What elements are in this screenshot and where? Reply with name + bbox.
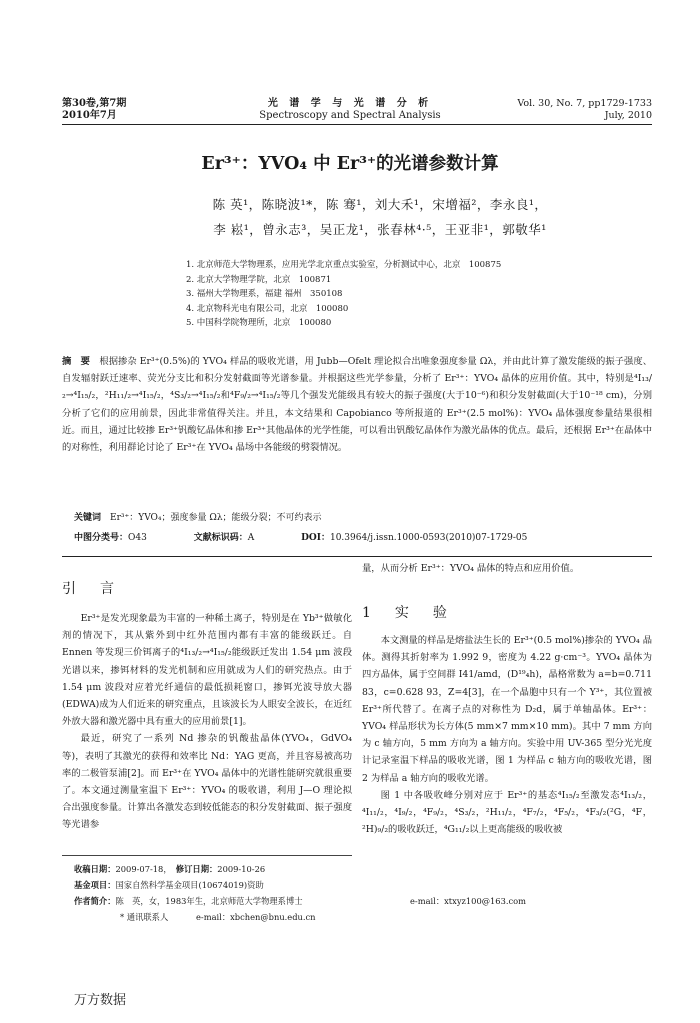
abstract xyxy=(62,353,652,456)
bio-value: 陈 英，女，1983年生，北京师范大学物理系博士 xyxy=(115,896,303,906)
publication-date: 2010年7月 xyxy=(62,110,117,121)
continued-text: 量，从而分析 Er³⁺：YVO₄ 晶体的特点和应用价值。 xyxy=(362,563,580,574)
document-code xyxy=(194,533,277,543)
abstract-rule xyxy=(62,556,652,557)
keywords xyxy=(74,510,322,523)
authors-line-1: 陈 英¹，陈晓波¹*，陈 骞¹，刘大禾¹，宋增福²，李永良¹， xyxy=(212,197,548,212)
doi xyxy=(301,533,549,543)
clc-value: O43 xyxy=(128,533,147,543)
affiliation-item: 4. 北京物科光电有限公司，北京 100080 xyxy=(186,303,349,314)
paper-title: Er³⁺：YVO₄ 中 Er³⁺的光谱参数计算 xyxy=(201,154,499,174)
volume-issue: 第30卷,第7期 xyxy=(62,98,127,109)
author-bio xyxy=(74,894,303,909)
affiliation-item: 3. 福州大学物理系，福建 福州 350108 xyxy=(186,289,343,300)
journal-name-en: Spectroscopy and Spectral Analysis xyxy=(259,110,441,121)
received-label: 收稿日期： xyxy=(74,864,116,874)
intro-body xyxy=(62,610,352,834)
journal-volume-info-en xyxy=(517,98,652,122)
intro-paragraph-1: Er³⁺是发光现象最为丰富的一种稀土离子，特别是在 Yb³⁺做敏化剂的情况下，其从紫外到中红外范围内都有丰富的能级跃迁。自 Ennen 等发现三价铒离子的⁴I₁₃/₂→⁴I₁₅/₂能级跃迁发出 1.54 μm 波段光谱以来，掺铒材料的发光机制和应用就成为人们的研究热点。由于 1.54 μm 波段对应着光纤通信的最低损耗窗口，掺铒光波导放大器(EDWA)成为人们近来的研究重点，且该波长为人眼安全波长，在近红外放大器和激光器中具有重大的应用前景[1]。 xyxy=(62,613,352,728)
intro-heading: 引 言 xyxy=(62,581,119,597)
affiliation-item: 2. 北京大学物理学院，北京 100871 xyxy=(186,274,332,285)
corresponding-email: e-mail：xbchen@bnu.edu.cn xyxy=(196,912,316,922)
experiment-body xyxy=(362,632,652,838)
journal-name-cn: 光 谱 学 与 光 谱 分 析 xyxy=(267,98,433,109)
fund-info xyxy=(74,878,264,893)
doi-label: DOI： xyxy=(301,533,330,543)
document-code-label: 文献标识码： xyxy=(193,533,248,543)
fund-value: 国家自然科学基金项目(10674019)资助 xyxy=(115,880,264,890)
experiment-paragraph-2: 图 1 中各吸收峰分别对应于 Er³⁺的基态⁴I₁₅/₂至激发态⁴I₁₃/₂，⁴I₁₁/₂，⁴I₉/₂，⁴F₉/₂，⁴S₃/₂，²H₁₁/₂，⁴F₇/₂，⁴F₅/₂，⁴F₃/₂(²G，⁴F，²H)₉/₂的吸收跃迁，⁴G₁₁/₂以上更高能级的吸收被 xyxy=(362,789,652,836)
author-email: e-mail：xtxyz100@163.com xyxy=(410,896,526,906)
experiment-heading: 1 实 验 xyxy=(362,605,452,621)
received-date xyxy=(74,862,265,877)
header-rule xyxy=(62,124,652,125)
footnote-rule xyxy=(62,855,352,856)
doi-value: 10.3964/j.issn.1000-0593(2010)07-1729-05 xyxy=(329,533,528,543)
right-column-continuation xyxy=(362,560,652,577)
bio-label: 作者简介： xyxy=(74,896,116,906)
affiliation-item: 5. 中国科学院物理所，北京 100080 xyxy=(186,318,332,329)
keywords-text: Er³⁺：YVO₄；强度参量 Ωλ；能级分裂；不可约表示 xyxy=(110,513,322,523)
intro-paragraph-2: 最近，研究了一系列 Nd 掺杂的钒酸盐晶体(YVO₄，GdVO₄ 等)，表明了其激光的获得和效率比 Nd：YAG 更高，并且容易被高功率的二极管泵浦[2]。而 Er³⁺在 YVO₄ 晶体中的光谱性能研究就很重要了。本文通过测量室温下 Er³⁺：YVO₄ 的吸收谱，利用 J—O 理论拟合出强度参量。计算出各激发态到较低能态的积分发射截面、振子强度等光谱参 xyxy=(62,733,352,831)
abstract-label: 摘 要 xyxy=(62,356,91,367)
clc-label: 中图分类号： xyxy=(74,533,129,543)
journal-name xyxy=(230,98,470,122)
received-value: 2009-07-18， xyxy=(115,864,168,874)
revised-label: 修订日期： xyxy=(175,864,218,874)
authors-line-2: 李 崧¹，曾永志³，吴正龙¹，张春林⁴·⁵，王亚非¹，郭敬华¹ xyxy=(213,222,547,237)
experiment-paragraph-1: 本文测量的样品是熔盐法生长的 Er³⁺(0.5 mol%)掺杂的 YVO₄ 晶体。测得其折射率为 1.992 9，密度为 4.22 g·cm⁻³。YVO₄ 晶体为四方晶体，属于空间群 I41/amd，(D¹⁹₄h)，晶格常数为 a=b=0.711 83，c=0.628 93，Z=4[3]，在一个晶胞中只有一个 Y³⁺，其位置被 Er³⁺所代替了。在离子点的对称性为 D₂d，属于单轴晶体。Er³⁺：YVO₄ 样品形状为长方体(5 mm×7 mm×10 mm)。其中 7 mm 方向为 c 轴方向，5 mm 方向为 a 轴方向。实验中用 UV-365 型分光光度计记录室温下样品的吸收光谱，图 1 为样品 c 轴方向的吸收光谱，图 2 为样品 a 轴方向的吸收光谱。 xyxy=(362,635,652,784)
publication-month: July, 2010 xyxy=(604,110,652,121)
classification-line xyxy=(74,530,571,543)
clc xyxy=(74,533,169,543)
volume-pages: Vol. 30, No. 7, pp1729-1733 xyxy=(517,98,652,109)
fund-label: 基金项目： xyxy=(74,880,116,890)
keywords-label: 关键词 xyxy=(74,513,102,523)
affiliation-list xyxy=(186,258,501,331)
abstract-text: 根据掺杂 Er³⁺(0.5%)的 YVO₄ 样品的吸收光谱，用 Jubb—Ofelt 理论拟合出唯象强度参量 Ωλ，并由此计算了激发能级的振子强度、自发辐射跃迁速率、荧光分支比和积分发射截面等光谱参量。并根据这些光学参量，分析了 Er³⁺：YVO₄ 晶体的应用价值。其中，特别是⁴I₁₃/₂→⁴I₁₅/₂，²H₁₁/₂→⁴I₁₅/₂，⁴S₃/₂→⁴I₁₅/₂和⁴F₉/₂→⁴I₁₅/₂等几个强发光能级具有较大的振子强度(大于10⁻⁶)和积分发射截面(大于10⁻¹⁸ cm)，分别分析了它们的应用前景，因此非常值得关注。并且，本文结果和 Capobianco 等所报道的 Er³⁺(2.5 mol%)：YVO₄ 晶体强度参量结果很相近。而且，通过比较掺 Er³⁺钒酸钇晶体和掺 Er³⁺其他晶体的光学性能，可以看出钒酸钇晶体作为激光晶体的优点。最后，还根据 Er³⁺在晶体中的对称性，利用群论讨论了 Er³⁺在 YVO₄ 晶场中各能级的劈裂情况。 xyxy=(62,356,652,454)
document-code-value: A xyxy=(247,533,255,543)
affiliation-item: 1. 北京师范大学物理系，应用光学北京重点实验室，分析测试中心，北京 100875 xyxy=(186,260,502,270)
revised-value: 2009-10-26 xyxy=(217,864,266,874)
journal-volume-info xyxy=(62,98,126,122)
corresponding-author: * 通讯联系人 xyxy=(120,912,169,922)
wanfang-watermark: 万方数据 xyxy=(74,993,127,1008)
